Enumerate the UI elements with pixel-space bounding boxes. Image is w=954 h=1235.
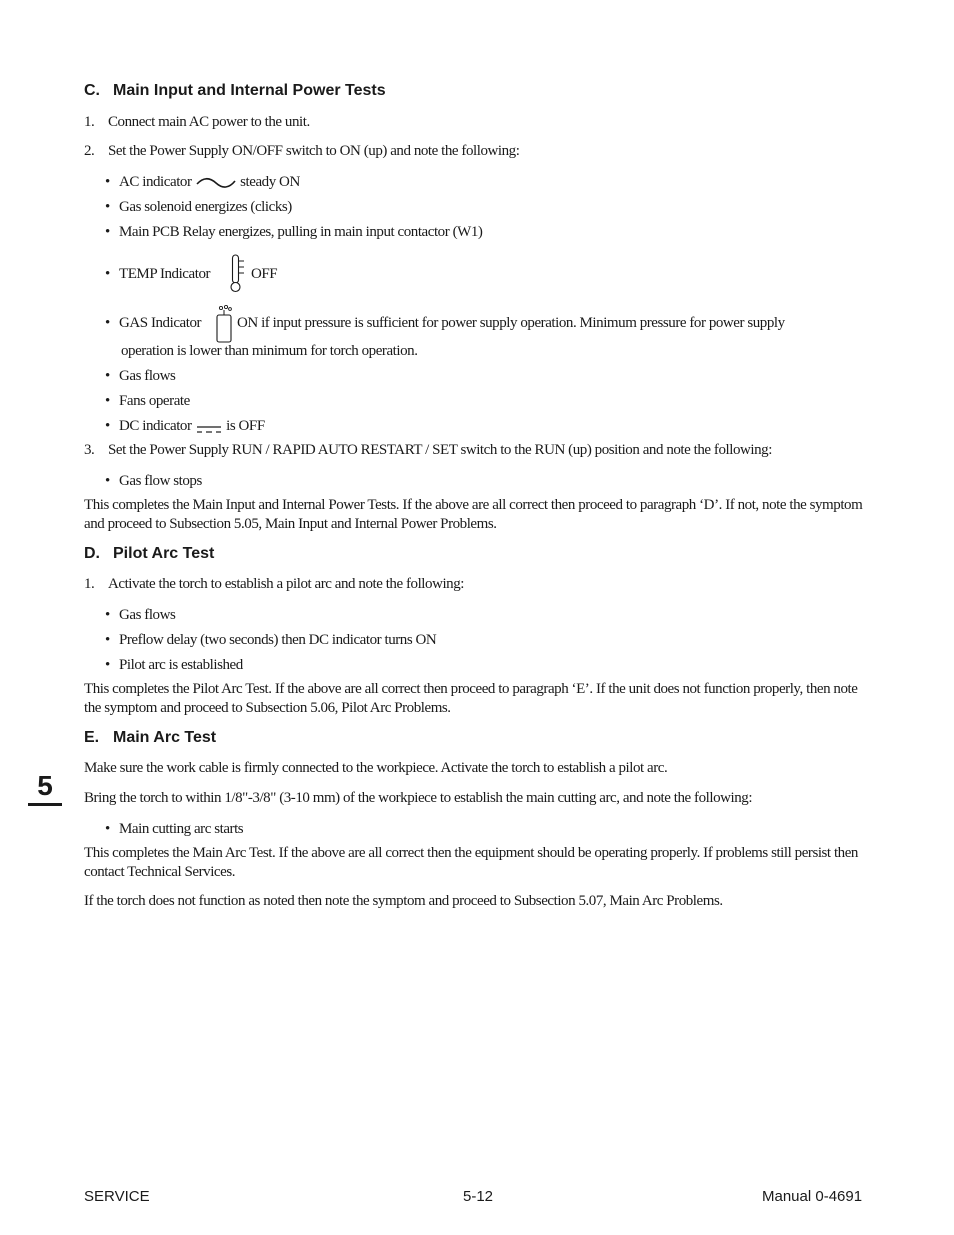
bullet-e-main-arc: • Main cutting arc starts <box>105 821 244 837</box>
section-e-heading: E. Main Arc Test <box>84 729 217 746</box>
bullet-dc-indicator: • DC indicator is OFF <box>105 418 265 434</box>
section-e-summary: This completes the Main Arc Test. If the above are all correct then the equipment should be operating properly. If problems still persist then contact Technical Services. <box>84 845 858 880</box>
bullet-temp-indicator: • TEMP Indicator <box>105 266 211 282</box>
gas-cylinder-icon <box>213 304 235 344</box>
dc-indicator-icon <box>195 420 223 434</box>
section-e-para1: Make sure the work cable is firmly connected to the workpiece. Activate the torch to establish a pilot arc. <box>84 760 668 776</box>
step-c3: 3. Set the Power Supply RUN / RAPID AUTO RESTART / SET switch to the RUN (up) position and note the following: <box>84 442 772 458</box>
step-c1: 1. Connect main AC power to the unit. <box>84 114 310 130</box>
section-e-para2: Bring the torch to within 1/8"-3/8" (3-10 mm) of the workpiece to establish the main cutting arc, and note the following: <box>84 790 753 806</box>
footer-section: SERVICE <box>84 1188 150 1205</box>
section-c-heading: C. Main Input and Internal Power Tests <box>84 82 386 99</box>
bullet-d-pilot-arc: • Pilot arc is established <box>105 657 243 673</box>
temp-status: OFF <box>251 266 278 282</box>
ac-sine-icon <box>195 176 237 190</box>
section-e-final: If the torch does not function as noted then note the symptom and proceed to Subsection 5.07, Main Arc Problems. <box>84 893 723 909</box>
footer-manual-number: Manual 0-4691 <box>762 1188 863 1205</box>
chapter-tab <box>28 770 62 802</box>
footer-page-number: 5-12 <box>463 1188 494 1205</box>
step-d1: 1. Activate the torch to establish a pilot arc and note the following: <box>84 576 464 592</box>
section-d-summary: This completes the Pilot Arc Test. If the above are all correct then proceed to paragraph ‘E’. If the unit does not function properly, then note the symptom and proceed to Subsection 5.06, Pilot Arc Problems. <box>84 681 858 716</box>
bullet-gas-solenoid: • Gas solenoid energizes (clicks) <box>105 199 292 215</box>
gas-indicator-status: ON if input pressure is sufficient for power supply operation. Minimum pressure for power supply <box>237 315 785 331</box>
bullet-d-preflow: • Preflow delay (two seconds) then DC indicator turns ON <box>105 632 437 648</box>
bullet-d-gas-flows: • Gas flows <box>105 607 176 623</box>
chapter-tab-rule <box>28 803 62 806</box>
bullet-gas-flows: • Gas flows <box>105 368 176 384</box>
step-c2: 2. Set the Power Supply ON/OFF switch to ON (up) and note the following: <box>84 143 520 159</box>
bullet-fans: • Fans operate <box>105 393 190 409</box>
bullet-pcb-relay: • Main PCB Relay energizes, pulling in main input contactor (W1) <box>105 224 483 240</box>
chapter-number: 5 <box>37 770 53 801</box>
bullet-gas-flow-stops: • Gas flow stops <box>105 473 202 489</box>
gas-indicator-status-cont: operation is lower than minimum for torch operation. <box>121 343 418 359</box>
bullet-gas-indicator: • GAS Indicator <box>105 315 202 331</box>
section-d-heading: D. Pilot Arc Test <box>84 545 215 562</box>
thermometer-icon <box>227 254 247 294</box>
bullet-ac-indicator: • AC indicator steady ON <box>105 174 300 190</box>
section-c-summary: This completes the Main Input and Internal Power Tests. If the above are all correct then proceed to paragraph ‘D’. If not, note the symptom and proceed to Subsection 5.05, Main Input and Internal Power Problems. <box>84 497 863 532</box>
